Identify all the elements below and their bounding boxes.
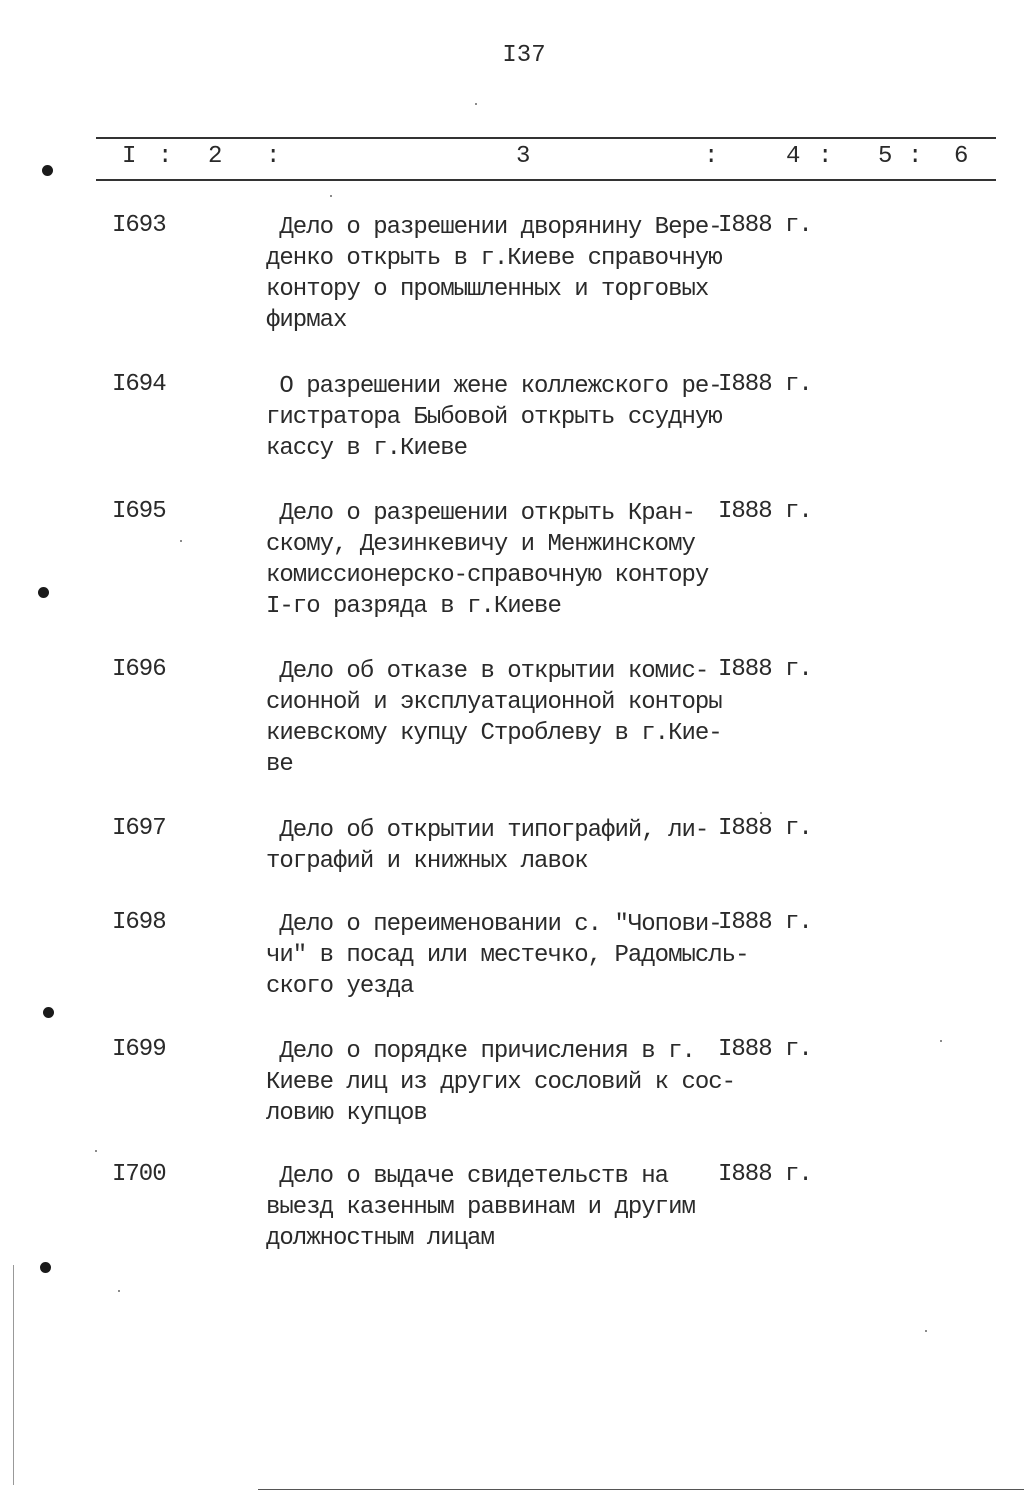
scan-speck xyxy=(118,1290,120,1292)
page-bottom-edge xyxy=(258,1489,1024,1490)
column-separator: : xyxy=(818,143,833,170)
record-number: I696 xyxy=(112,656,166,683)
record-number: I694 xyxy=(112,371,166,398)
scan-edge-line xyxy=(13,1265,14,1485)
column-separator: : xyxy=(158,143,173,170)
record-description: Дело об отказе в открытии комис- сионной и эксплуатационной конторы киевскому купцу Строблеву в г.Кие- ве xyxy=(266,658,722,778)
punch-hole xyxy=(38,587,49,598)
record-year: I888 г. xyxy=(718,656,812,683)
column-4-label: 4 xyxy=(786,143,801,170)
record-year: I888 г. xyxy=(718,371,812,398)
scan-speck xyxy=(330,195,332,197)
record-description: О разрешении жене коллежского ре- гистратора Быбовой открыть ссудную кассу в г.Киеве xyxy=(266,373,722,462)
column-separator: : xyxy=(704,143,719,170)
record-description: Дело о выдаче свидетельств на выезд казенным раввинам и другим должностным лицам xyxy=(266,1163,695,1252)
column-3-label: 3 xyxy=(516,143,531,170)
record-description: Дело о переименовании с. "Чопови- чи" в посад или местечко, Радомысль- ского уезда xyxy=(266,911,749,1000)
column-1-label: I xyxy=(122,143,137,170)
record-number: I700 xyxy=(112,1161,166,1188)
column-separator: : xyxy=(266,143,281,170)
scan-speck xyxy=(940,1040,942,1042)
column-5-label: 5 xyxy=(878,143,893,170)
record-year: I888 г. xyxy=(718,909,812,936)
scan-speck xyxy=(925,1330,927,1332)
scan-speck xyxy=(95,1150,97,1152)
record-year: I888 г. xyxy=(718,815,812,842)
page-number: I37 xyxy=(502,42,546,69)
record-number: I693 xyxy=(112,212,166,239)
scan-speck xyxy=(760,812,762,814)
record-number: I698 xyxy=(112,909,166,936)
scan-speck xyxy=(180,540,182,542)
punch-hole xyxy=(42,165,53,176)
column-2-label: 2 xyxy=(208,143,223,170)
punch-hole xyxy=(43,1007,54,1018)
record-number: I695 xyxy=(112,498,166,525)
record-year: I888 г. xyxy=(718,498,812,525)
record-year: I888 г. xyxy=(718,212,812,239)
record-description: Дело об открытии типографий, ли- тографий и книжных лавок xyxy=(266,817,709,875)
record-description: Дело о порядке причисления в г. Киеве лиц из других сословий к сос- ловию купцов xyxy=(266,1038,736,1127)
punch-hole xyxy=(40,1262,51,1273)
record-description: Дело о разрешении дворянину Вере- денко открыть в г.Киеве справочную контору о промышленных и торговых фирмах xyxy=(266,214,722,334)
record-number: I699 xyxy=(112,1036,166,1063)
header-bottom-rule xyxy=(96,179,996,181)
record-year: I888 г. xyxy=(718,1161,812,1188)
column-6-label: 6 xyxy=(954,143,969,170)
column-separator: : xyxy=(908,143,923,170)
record-number: I697 xyxy=(112,815,166,842)
scan-speck xyxy=(475,103,477,105)
record-year: I888 г. xyxy=(718,1036,812,1063)
record-description: Дело о разрешении открыть Кран- скому, Дезинкевичу и Менжинскому комиссионерско-справочную контору I-го разряда в г.Киеве xyxy=(266,500,709,620)
header-top-rule xyxy=(96,137,996,139)
